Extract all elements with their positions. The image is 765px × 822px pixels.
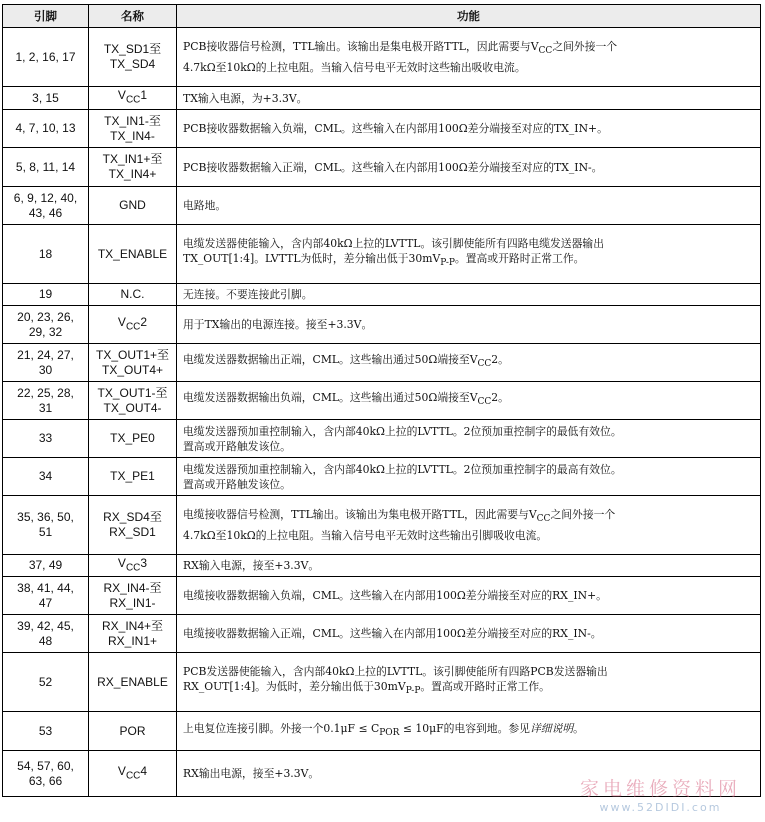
pin-cell-line: 6, 9, 12, 40,: [13, 190, 78, 205]
name-cell: [89, 110, 177, 148]
pin-cell: [3, 458, 89, 496]
pin-cell-line: 3, 15: [32, 90, 59, 105]
function-cell: [177, 653, 761, 712]
pin-cell: [3, 344, 89, 382]
table-row: [3, 306, 761, 344]
name-cell: [89, 187, 177, 225]
table-row: [3, 110, 761, 148]
function-cell: [177, 87, 761, 110]
table-row: [3, 148, 761, 187]
pin-cell: [3, 225, 89, 284]
function-cell: [177, 420, 761, 458]
function-cell-line: TX_OUT[1:4]。LVTTL为低时，差分输出低于$30mV_{P-P}$。置高或开路时正常工作。: [183, 252, 585, 269]
function-cell-line: PCB接收器数据输入正端，CML。这些输入在内部用100Ω差分端接至对应的TX_IN-。: [183, 160, 603, 174]
name-cell-line: TX_PE1: [110, 469, 155, 483]
name-cell-line: $V_{CC}3$: [117, 555, 148, 574]
pin-cell-line: 35, 36, 50,: [17, 510, 74, 524]
name-cell-line: RX_IN4+至: [101, 618, 164, 633]
name-cell: [89, 555, 177, 577]
pin-cell: [3, 555, 89, 577]
watermark-url: www.52DIDI.com: [599, 801, 722, 814]
pin-cell-line: 43, 46: [28, 205, 63, 220]
header-function: 功能: [177, 5, 761, 28]
name-cell: [89, 653, 177, 712]
function-cell: [177, 382, 761, 420]
function-cell: [177, 225, 761, 284]
pin-cell-line: 47: [38, 595, 53, 610]
function-cell: [177, 751, 761, 797]
pin-cell-line: 5, 8, 11, 14: [15, 159, 76, 174]
function-cell: [177, 577, 761, 615]
name-cell: [89, 577, 177, 615]
pin-cell-line: 4, 7, 10, 13: [15, 121, 76, 135]
function-cell-line: 电缆接收器信号检测，TTL输出。该输出为集电极开路TTL，因此需要与$V_{CC}$之间外接一个: [183, 508, 616, 525]
pin-cell-line: 63, 66: [28, 773, 63, 788]
function-cell-line: 电缆发送器数据输出负端，CML。这些输出通过50Ω端接至$V_{CC}2$。: [183, 391, 509, 408]
function-cell-line: 4.7kΩ至10kΩ的上拉电阻。当输入信号电平无效时这些输出引脚吸收电流。: [183, 528, 548, 542]
name-cell: [89, 458, 177, 496]
name-cell-line: POR: [119, 723, 146, 738]
pin-cell-line: 19: [38, 287, 53, 301]
name-cell: [89, 382, 177, 420]
table-row: [3, 577, 761, 615]
function-cell: [177, 284, 761, 306]
function-cell-line: 电缆发送器预加重控制输入，含内部40kΩ上拉的LVTTL。2位预加重控制字的最低有效位。: [183, 424, 622, 438]
function-cell-line: 电缆接收器数据输入负端，CML。这些输入在内部用100Ω差分端接至对应的RX_IN+。: [183, 589, 607, 602]
function-cell: [177, 496, 761, 555]
name-cell-line: TX_OUT4-: [103, 400, 162, 415]
name-cell: [89, 751, 177, 797]
pin-cell-line: 31: [38, 400, 53, 415]
name-cell: [89, 615, 177, 653]
name-cell-line: $V_{CC}2$: [117, 314, 148, 333]
pin-cell: [3, 496, 89, 555]
function-cell: [177, 615, 761, 653]
function-cell-line: 电路地。: [183, 199, 227, 212]
name-cell-line: RX_ENABLE: [97, 674, 168, 689]
name-cell-line: $V_{CC}1$: [117, 88, 148, 106]
table-row: [3, 653, 761, 712]
pin-cell-line: 22, 25, 28,: [17, 385, 74, 400]
function-cell-line: 用于TX输出的电源连接。接至+3.3V。: [183, 318, 373, 331]
table-row: [3, 555, 761, 577]
pin-cell: [3, 110, 89, 148]
name-cell: [89, 306, 177, 344]
table-header-row: [3, 5, 761, 28]
function-cell: [177, 28, 761, 87]
function-cell: [177, 110, 761, 148]
name-cell-line: TX_PE0: [110, 431, 155, 445]
pin-cell-line: 48: [38, 633, 53, 648]
name-cell-line: TX_SD4: [109, 57, 156, 71]
table-row: [3, 496, 761, 555]
function-cell-line: 电缆发送器使能输入，含内部40kΩ上拉的LVTTL。该引脚使能所有四路电缆发送器输出: [183, 237, 604, 251]
name-cell-line: RX_SD1: [109, 525, 156, 539]
pin-cell-line: 18: [38, 246, 53, 261]
function-cell-line: 无连接。不要连接此引脚。: [183, 288, 313, 301]
pin-cell-line: 52: [38, 674, 53, 689]
function-cell-line: PCB接收器信号检测，TTL输出。该输出是集电极开路TTL，因此需要与$V_{CC}$之间外接一个: [183, 40, 618, 57]
name-cell-line: TX_IN4+: [108, 167, 157, 181]
table-row: [3, 420, 761, 458]
name-cell-line: RX_IN1-: [109, 595, 156, 610]
pin-cell: [3, 653, 89, 712]
table-row: [3, 751, 761, 797]
function-cell: [177, 712, 761, 751]
name-cell: [89, 712, 177, 751]
pin-cell-line: 53: [38, 723, 53, 738]
name-cell: [89, 148, 177, 187]
name-cell-line: TX_OUT1-至: [97, 385, 168, 400]
pin-cell-line: 30: [38, 362, 53, 377]
table-row: [3, 28, 761, 87]
name-cell-line: RX_IN4-至: [103, 580, 162, 595]
function-cell-line: PCB发送器使能输入，含内部40kΩ上拉的LVTTL。该引脚使能所有四路PCB发送器输出: [183, 665, 608, 679]
name-cell: [89, 28, 177, 87]
header-name: 名称: [89, 5, 177, 28]
pin-cell: [3, 382, 89, 420]
function-cell-line: 上电复位连接引脚。外接一个$0.1\mu F \le C_{POR} \le 10\mu F$的电容到地。参见详细说明。: [183, 721, 584, 739]
pin-cell-line: 33: [38, 431, 53, 445]
pin-cell: [3, 712, 89, 751]
table-row: [3, 615, 761, 653]
name-cell-line: TX_OUT4+: [101, 362, 164, 377]
function-cell-line: 4.7kΩ至10kΩ的上拉电阻。当输入信号电平无效时这些输出吸收电流。: [183, 60, 526, 74]
function-cell-line: 置高或开路触发该位。: [183, 439, 291, 453]
header-pin: 引脚: [3, 5, 89, 28]
function-cell: [177, 306, 761, 344]
pin-cell-line: 34: [38, 469, 53, 483]
pin-cell-line: 1, 2, 16, 17: [15, 49, 76, 64]
name-cell: [89, 87, 177, 110]
name-cell: [89, 284, 177, 306]
name-cell: [89, 496, 177, 555]
function-cell-line: RX输出电源，接至+3.3V。: [183, 767, 320, 780]
function-cell: [177, 344, 761, 382]
pin-cell: [3, 28, 89, 87]
table-row: [3, 87, 761, 110]
pin-cell-line: 38, 41, 44,: [17, 580, 74, 595]
name-cell-line: N.C.: [120, 287, 145, 301]
table-row: [3, 284, 761, 306]
table-row: [3, 344, 761, 382]
pin-cell-line: 51: [38, 525, 53, 539]
name-cell-line: TX_OUT1+至: [95, 347, 170, 362]
pin-cell: [3, 87, 89, 110]
name-cell-line: TX_IN1+至: [102, 152, 163, 166]
table-row: [3, 712, 761, 751]
pin-cell: [3, 751, 89, 797]
name-cell-line: TX_IN4-: [110, 128, 155, 143]
name-cell-line: GND: [119, 198, 146, 212]
pin-cell: [3, 306, 89, 344]
function-cell-line: PCB接收器数据输入负端，CML。这些输入在内部用100Ω差分端接至对应的TX_IN+。: [183, 122, 608, 135]
function-cell-line: 电缆接收器数据输入正端，CML。这些输入在内部用100Ω差分端接至对应的RX_IN-。: [183, 627, 602, 640]
function-cell: [177, 187, 761, 225]
name-cell-line: TX_IN1-至: [104, 113, 161, 128]
table-row: [3, 187, 761, 225]
pin-cell: [3, 148, 89, 187]
name-cell-line: RX_IN1+: [107, 633, 158, 648]
function-cell-line: 电缆发送器数据输出正端，CML。这些输出通过50Ω端接至$V_{CC}2$。: [183, 353, 509, 370]
pin-cell: [3, 420, 89, 458]
pin-cell-line: 54, 57, 60,: [17, 758, 74, 773]
name-cell: [89, 344, 177, 382]
function-cell-line: TX输入电源，为+3.3V。: [183, 91, 308, 105]
function-cell: [177, 148, 761, 187]
pin-cell-line: 29, 32: [28, 324, 63, 339]
pin-cell: [3, 284, 89, 306]
name-cell: [89, 420, 177, 458]
table-row: [3, 458, 761, 496]
pin-cell-line: 37, 49: [28, 558, 63, 572]
pin-cell: [3, 615, 89, 653]
function-cell-line: 置高或开路触发该位。: [183, 477, 291, 491]
name-cell: [89, 225, 177, 284]
function-cell-line: RX输入电源，接至+3.3V。: [183, 559, 320, 572]
table-row: [3, 225, 761, 284]
pin-cell-line: 21, 24, 27,: [17, 347, 74, 362]
name-cell-line: TX_ENABLE: [97, 246, 168, 261]
function-cell-line: RX_OUT[1:4]。为低时，差分输出低于$30mV_{P-P}$。置高或开路时正常工作。: [183, 680, 550, 697]
name-cell-line: $V_{CC}4$: [117, 763, 148, 782]
pin-cell-line: 20, 23, 26,: [17, 309, 74, 324]
function-cell: [177, 555, 761, 577]
function-cell: [177, 458, 761, 496]
table-row: [3, 382, 761, 420]
watermark-text: 家电维修资料网: [579, 778, 741, 800]
name-cell-line: RX_SD4至: [103, 510, 162, 524]
function-cell-line: 电缆发送器预加重控制输入，含内部40kΩ上拉的LVTTL。2位预加重控制字的最高有效位。: [183, 462, 622, 476]
pin-cell-line: 39, 42, 45,: [17, 618, 74, 633]
pin-function-table: [2, 4, 761, 797]
pin-cell: [3, 187, 89, 225]
name-cell-line: TX_SD1至: [103, 42, 162, 56]
pin-cell: [3, 577, 89, 615]
